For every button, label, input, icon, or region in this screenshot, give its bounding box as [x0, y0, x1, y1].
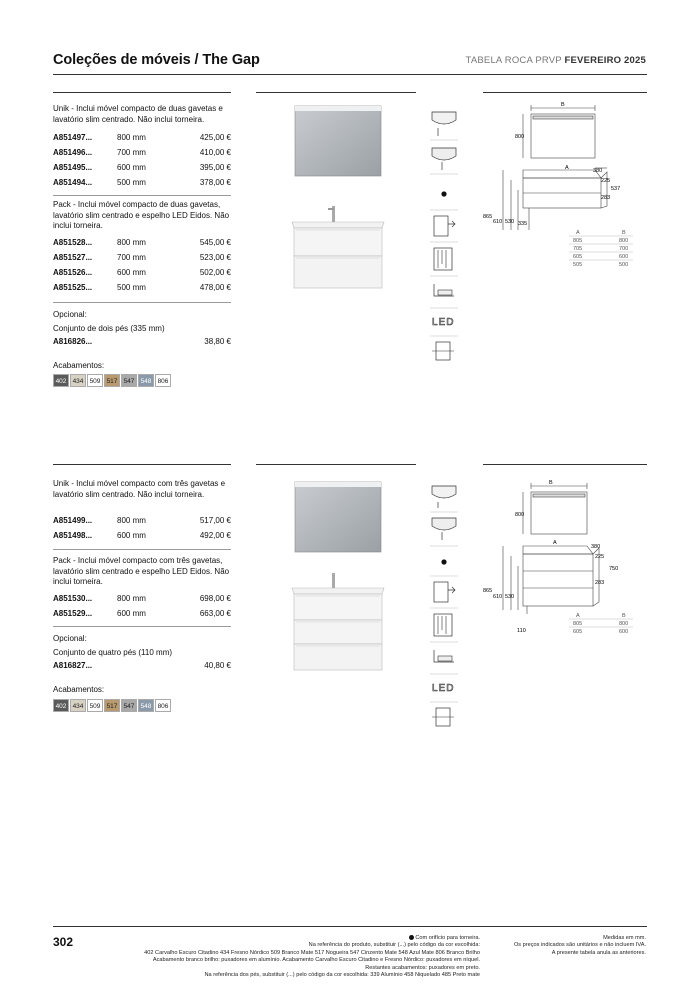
table-prefix: TABELA ROCA PRVP: [465, 55, 562, 66]
dim-table-cell: 800: [619, 238, 629, 244]
price-row: [53, 594, 231, 606]
dim-table-head: A: [576, 230, 580, 236]
dim-table-cell: 700: [619, 246, 629, 252]
finish-swatch-402: 402: [53, 374, 69, 387]
product-code: A851525...: [53, 283, 93, 292]
optional-row: [53, 661, 231, 673]
dim-table-cell: 605: [573, 254, 583, 260]
wall-basin-icon: [432, 486, 456, 508]
footer-line: Os preços indicados são unitários e não incluem IVA.: [513, 942, 646, 949]
finish-swatch-402: 402: [53, 699, 69, 712]
page-title: Coleções de móveis / The Gap: [53, 52, 260, 68]
product-price: 478,00 €: [199, 283, 231, 292]
divider: [53, 626, 231, 627]
led-icon: LED: [432, 317, 455, 328]
finish-swatch-509: 509: [87, 699, 103, 712]
section1-group1-desc: Unik - Inclui móvel compacto de duas gavetas e lavatório slim centrado. Não inclui torneira.: [53, 104, 223, 124]
divider: [53, 549, 231, 550]
section2-rule-text: [53, 464, 231, 465]
svg-text:B: B: [561, 102, 565, 108]
siphon-space-icon: [434, 248, 452, 270]
price-row: [53, 253, 231, 265]
product-price: 523,00 €: [199, 253, 231, 262]
finish-swatch-434: 434: [70, 699, 86, 712]
tap-hole-icon: [441, 191, 446, 196]
drawer-open-icon: [434, 216, 455, 236]
product-size: 800 mm: [117, 133, 146, 142]
svg-text:B: B: [549, 480, 553, 486]
countertop-basin-icon: [432, 518, 456, 540]
dim-table-cell: 705: [573, 246, 583, 252]
dim-table-cell: 600: [619, 629, 629, 635]
finish-swatch-806: 806: [155, 374, 171, 387]
product-size: 800 mm: [117, 516, 146, 525]
dim-table-cell: 805: [573, 238, 583, 244]
optional-price: 38,80 €: [204, 337, 231, 346]
product-price: 425,00 €: [199, 133, 231, 142]
mirror-width-icon: [432, 708, 454, 726]
optional-desc: Conjunto de quatro pés (110 mm): [53, 648, 173, 657]
product-size: 700 mm: [117, 253, 146, 262]
svg-text:800: 800: [515, 134, 525, 140]
finishes-label: Acabamentos:: [53, 361, 105, 370]
svg-text:225: 225: [601, 178, 611, 184]
led-icon: LED: [432, 683, 455, 694]
footer-line: Acabamento branco brilho: puxadores em alumínio. Acabamento Carvalho Escuro Citadino e Fresno Nórdico: puxadores em níquel.: [152, 957, 480, 964]
footer-notes: [60, 935, 480, 979]
mirror-width-icon: [432, 342, 454, 360]
product-code: A851495...: [53, 163, 93, 172]
section2-group2-desc: Pack - Inclui móvel compacto com três gavetas, lavatório slim centrado e espelho LED Eidos. Não inclui torneira.: [53, 556, 230, 586]
finish-swatches: [53, 699, 171, 712]
section2-group1-desc: Unik - Inclui móvel compacto com três gavetas e lavatório slim centrado. Não inclui torneira.: [53, 479, 226, 499]
dim-table-cell: 600: [619, 254, 629, 260]
product-image-2-drawer: [282, 104, 394, 300]
svg-text:530: 530: [505, 594, 515, 600]
product-code: A851528...: [53, 238, 93, 247]
product-code: A851494...: [53, 178, 93, 187]
svg-text:380: 380: [591, 544, 601, 550]
table-date: FEVEREIRO 2025: [564, 55, 646, 66]
product-price: 698,00 €: [199, 594, 231, 603]
technical-drawing-2: [483, 476, 647, 638]
finish-swatch-548: 548: [138, 699, 154, 712]
svg-text:A: A: [565, 165, 569, 171]
footer-line: Restantes acabamentos: puxadores em preto.: [365, 964, 480, 971]
svg-text:380: 380: [593, 168, 603, 174]
section1-rule-image: [256, 92, 416, 93]
optional-desc: Conjunto de dois pés (335 mm): [53, 324, 165, 333]
footer-line: Na referência do produto, substituir (...) pelo código da cor escolhida:: [308, 942, 480, 949]
footer-line: Na referência dos pés, substituir (...) pelo código da cor escolhida: 339 Alumínio 458 Niquelado 485 Preto mate: [204, 972, 480, 979]
footer-rule: [53, 926, 647, 927]
product-image-3-drawer: [282, 480, 394, 676]
svg-text:610: 610: [493, 219, 503, 225]
product-price: 663,00 €: [199, 609, 231, 618]
product-code: A851498...: [53, 531, 93, 540]
product-code: A851526...: [53, 268, 93, 277]
product-code: A851529...: [53, 609, 93, 618]
svg-text:800: 800: [515, 512, 525, 518]
page-number: 302: [53, 935, 74, 949]
price-row: [53, 609, 231, 621]
svg-text:283: 283: [595, 580, 605, 586]
svg-text:283: 283: [601, 195, 611, 201]
dim-table-head: B: [622, 230, 626, 236]
divider: [53, 195, 231, 196]
technical-drawing-1: [483, 100, 647, 280]
finish-swatch-509: 509: [87, 374, 103, 387]
product-size: 600 mm: [117, 531, 146, 540]
finish-swatch-548: 548: [138, 374, 154, 387]
product-size: 600 mm: [117, 163, 146, 172]
price-row: [53, 283, 231, 295]
optional-code: A816827...: [53, 661, 93, 670]
product-price: 545,00 €: [199, 238, 231, 247]
footer-line: A presente tabela anula as anteriores.: [551, 949, 646, 956]
price-row: [53, 163, 231, 175]
section1-rule-drawing: [483, 92, 647, 93]
price-row: [53, 238, 231, 250]
svg-text:865: 865: [483, 214, 493, 220]
price-row: [53, 133, 231, 145]
tap-hole-icon: [441, 559, 446, 564]
product-price: 395,00 €: [199, 163, 231, 172]
footer-line: 402 Carvalho Escuro Citadino 434 Fresno Nórdico 509 Branco Mate 517 Nogueira 547 Cinzento Mate 548 Azul Mate 806 Branco Brilho: [144, 949, 480, 956]
product-size: 600 mm: [117, 268, 146, 277]
price-row: [53, 148, 231, 160]
product-price: 502,00 €: [199, 268, 231, 277]
svg-text:610: 610: [493, 594, 503, 600]
product-price: 492,00 €: [199, 531, 231, 540]
section2-rule-drawing: [483, 464, 647, 465]
svg-text:A: A: [553, 540, 557, 546]
dim-table-cell: 505: [573, 262, 583, 268]
countertop-basin-icon: [432, 148, 456, 170]
footer-line: Medidas em mm.: [603, 935, 646, 941]
finish-swatches: [53, 374, 171, 387]
svg-text:750: 750: [609, 566, 619, 572]
optional-code: A816826...: [53, 337, 93, 346]
product-size: 800 mm: [117, 238, 146, 247]
optional-label: Opcional:: [53, 310, 87, 319]
wall-basin-icon: [432, 112, 456, 136]
dim-table-head: A: [576, 613, 580, 619]
svg-text:225: 225: [595, 554, 605, 560]
table-reference: [466, 55, 646, 66]
product-price: 517,00 €: [199, 516, 231, 525]
divider: [53, 302, 231, 303]
optional-label: Opcional:: [53, 634, 87, 643]
product-size: 500 mm: [117, 178, 146, 187]
product-size: 600 mm: [117, 609, 146, 618]
svg-text:335: 335: [518, 221, 528, 227]
basin-side-icon: [434, 284, 454, 296]
section1-group2-desc: Pack - Inclui móvel compacto de duas gavetas, lavatório slim centrado e espelho LED Eidos. Não inclui torneira.: [53, 200, 230, 230]
product-code: A851496...: [53, 148, 93, 157]
section1-rule-text: [53, 92, 231, 93]
feature-icons-2: [428, 480, 460, 741]
dim-table-cell: 800: [619, 621, 629, 627]
optional-price: 40,80 €: [204, 661, 231, 670]
tap-hole-icon: [409, 935, 414, 940]
footer-legend: Com orifício para torneira.: [415, 935, 480, 941]
product-size: 500 mm: [117, 283, 146, 292]
product-price: 378,00 €: [199, 178, 231, 187]
svg-text:110: 110: [517, 628, 526, 634]
product-size: 800 mm: [117, 594, 146, 603]
product-price: 410,00 €: [199, 148, 231, 157]
finish-swatch-547: 547: [121, 699, 137, 712]
svg-text:530: 530: [505, 219, 515, 225]
product-size: 700 mm: [117, 148, 146, 157]
product-code: A851497...: [53, 133, 93, 142]
finish-swatch-547: 547: [121, 374, 137, 387]
footer-right-notes: [476, 935, 646, 957]
feature-icons-1: [428, 104, 460, 369]
price-row: [53, 178, 231, 190]
finish-swatch-434: 434: [70, 374, 86, 387]
svg-text:537: 537: [611, 186, 621, 192]
optional-row: [53, 337, 231, 349]
header-rule: [53, 74, 647, 75]
price-row: [53, 531, 231, 543]
dim-table-cell: 805: [573, 621, 583, 627]
section2-rule-image: [256, 464, 416, 465]
product-code: A851527...: [53, 253, 93, 262]
basin-side-icon: [434, 650, 454, 662]
finishes-label: Acabamentos:: [53, 685, 105, 694]
dim-table-cell: 500: [619, 262, 629, 268]
svg-text:865: 865: [483, 588, 493, 594]
siphon-space-icon: [434, 614, 452, 636]
dim-table-cell: 605: [573, 629, 583, 635]
price-row: [53, 516, 231, 528]
price-row: [53, 268, 231, 280]
product-code: A851530...: [53, 594, 93, 603]
finish-swatch-806: 806: [155, 699, 171, 712]
dim-table-head: B: [622, 613, 626, 619]
finish-swatch-517: 517: [104, 699, 120, 712]
finish-swatch-517: 517: [104, 374, 120, 387]
product-code: A851499...: [53, 516, 93, 525]
drawer-open-icon: [434, 582, 455, 602]
